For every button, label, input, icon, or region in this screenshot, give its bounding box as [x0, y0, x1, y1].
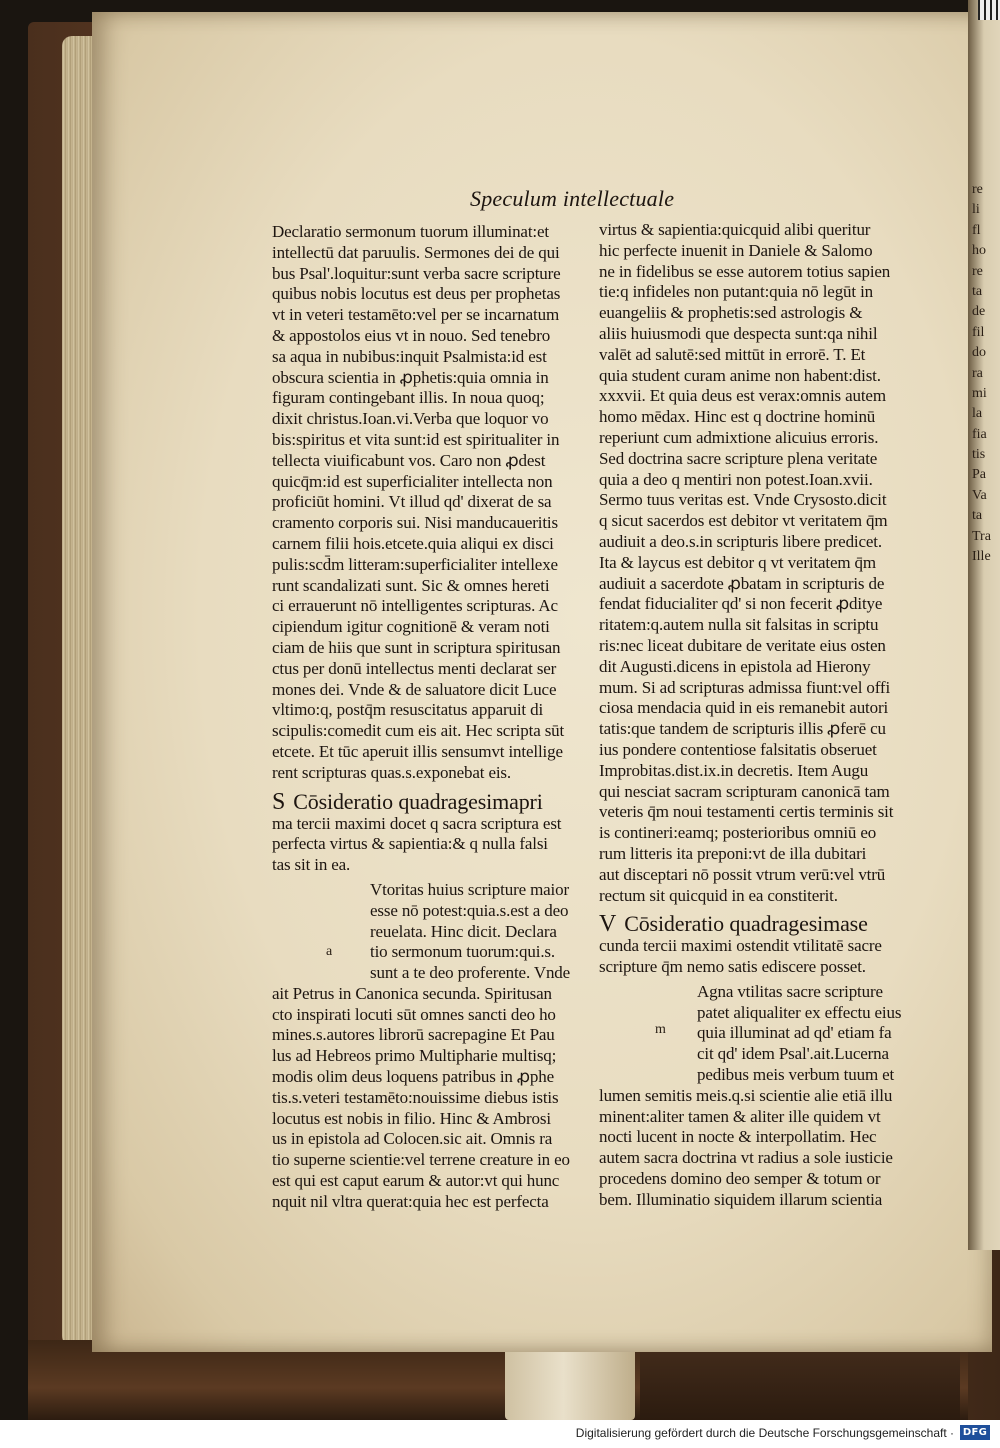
margin-fragment: fl — [972, 222, 981, 238]
right-indented-lines — [599, 982, 934, 1086]
text-line: rectum sit quicquid in ea constiterit. — [599, 885, 838, 905]
text-line: obscura scientia in ꝓphetis:quia omnia in — [272, 367, 549, 387]
text-line: procedens domino deo semper & totum or — [599, 1169, 881, 1189]
text-line: patet aliqualiter ex effectu eius — [697, 1002, 902, 1022]
text-line: figuram contingebant illis. In noua quoq; — [272, 388, 545, 408]
text-line: tellecta viuificabunt vos. Caro non ꝓdest — [272, 450, 546, 470]
text-line: sunt a te deo proferente. Vnde — [370, 963, 571, 983]
section-v-heading-text: Cōsideratio quadragesimase — [624, 911, 868, 937]
left-dropcap-block — [272, 880, 602, 984]
text-line: cipiendum igitur cognitionē & veram noti — [272, 617, 550, 637]
text-line: lus ad Hebreos primo Multipharie multisq; — [272, 1046, 557, 1066]
guide-letter: m — [655, 1021, 666, 1037]
text-line: q sicut sacerdos est debitor vt veritatem q̄m — [599, 511, 888, 531]
text-line: est qui est caput earum & autor:vt qui hunc — [272, 1171, 560, 1191]
text-line: perfecta virtus & sapientia:& q nulla falsi — [272, 834, 548, 854]
section-s-heading — [272, 790, 602, 814]
section-s — [272, 790, 602, 876]
text-line: xxxvii. Et quia deus est verax:omnis autem — [599, 386, 886, 406]
section-v — [599, 912, 934, 978]
section-s-lines — [272, 814, 602, 876]
text-line: proficiūt homini. Vt illud qd' dixerat de sa — [272, 492, 552, 512]
text-line: pedibus meis verbum tuum et — [697, 1065, 895, 1085]
left-column — [272, 222, 602, 1213]
margin-fragment: de — [972, 304, 986, 320]
text-line: euangeliis & prophetis:sed astrologis & — [599, 303, 863, 323]
facing-page-fragments — [972, 180, 1000, 567]
text-line: ciosa mendacia quid in eis remanebit autori — [599, 698, 889, 718]
text-line: etcete. Et tūc aperuit illis sensumvt intellige — [272, 741, 563, 761]
margin-fragment: ra — [972, 365, 983, 381]
text-line: tio superne scientie:vel terrene creature in eo — [272, 1150, 570, 1170]
text-line: Vtoritas huius scripture maior — [370, 879, 569, 899]
left-text-block-a — [272, 222, 602, 784]
right-dropcap-block — [599, 982, 934, 1086]
left-text-block-b — [272, 984, 602, 1213]
margin-fragment: tis — [972, 447, 986, 463]
margin-fragment: re — [972, 182, 983, 197]
text-line: aut disceptari nō possit vtrum verū:vel vtrū — [599, 864, 886, 884]
text-line: Ita & laycus est debitor q vt veritatem q̄m — [599, 552, 876, 572]
text-line: quia illuminat ad qd' etiam fa — [697, 1023, 892, 1043]
text-line: scipulis:comedit cum eis ait. Hec scripta sūt — [272, 721, 565, 741]
text-line: ris:nec liceat dubitare de veritate eius osten — [599, 635, 886, 655]
text-line: mum. Si ad scripturas admissa fiunt:vel offi — [599, 677, 891, 697]
text-line: cto inspirati locuti sūt omnes sancti deo ho — [272, 1004, 556, 1024]
text-line: dit Augusti.dicens in epistola ad Hierony — [599, 656, 871, 676]
text-line: locutus est nobis in filio. Hinc & Ambrosi — [272, 1108, 551, 1128]
text-line: intellectū dat paruulis. Sermones dei de qui — [272, 242, 560, 262]
text-line: rent scripturas quas.s.exponebat eis. — [272, 762, 511, 782]
text-line: cit qd' idem Psal'.ait.Lucerna — [697, 1044, 889, 1064]
text-line: pulis:scd̄m litteram:superficialiter intellexe — [272, 554, 558, 574]
text-line: veteris q̄m noui testamenti certis terminis sit — [599, 802, 894, 822]
right-text-block-a — [599, 220, 934, 906]
scale-ruler — [978, 0, 1000, 20]
text-line: quia a deo q mentiri non potest.Ioan.xvii. — [599, 469, 873, 489]
text-line: lumen semitis meis.q.si scientie alie etiā illu — [599, 1085, 893, 1105]
text-line: nocti lucent in nocte & interpollatim. Hec — [599, 1127, 877, 1147]
footer-credit: Digitalisierung gefördert durch die Deutsche Forschungsgemeinschaft · — [575, 1426, 954, 1440]
text-line: quibus nobis locutus est deus per prophetas — [272, 284, 561, 304]
margin-fragment: la — [972, 406, 983, 422]
text-line: valēt ad salutē:sed mittūt in errorē. T. Et — [599, 344, 866, 364]
text-line: quicq̄m:id est superficialiter intellecta non — [272, 471, 553, 491]
right-column — [599, 220, 934, 1211]
margin-fragment: do — [972, 345, 986, 361]
text-line: ci errauerunt nō intelligentes scripturas. Ac — [272, 596, 558, 616]
text-line: esse nō potest:quia.s.est a deo — [370, 900, 569, 920]
text-line: Agna vtilitas sacre scripture — [697, 981, 883, 1001]
text-line: tie:q infideles non putant:quia nō legūt in — [599, 282, 874, 302]
right-text-block-b — [599, 1086, 934, 1211]
text-line: virtus & sapientia:quicquid alibi queritur — [599, 220, 871, 239]
text-line: bus Psal'.loquitur:sunt verba sacre scripture — [272, 263, 561, 283]
left-indented-lines — [272, 880, 602, 984]
guide-letter: a — [326, 943, 333, 959]
margin-fragment: li — [972, 202, 980, 218]
margin-fragment: fil — [972, 324, 985, 340]
text-line: modis olim deus loquens patribus in ꝓphe — [272, 1067, 554, 1087]
text-line: Declaratio sermonum tuorum illuminat:et — [272, 222, 549, 241]
text-line: cramento corporis sui. Nisi manducaueritis — [272, 513, 558, 533]
text-line: qui nesciat sacram scripturam canonicā tam — [599, 781, 890, 801]
text-line: reuelata. Hinc dicit. Declara — [370, 921, 557, 941]
text-line: autem sacra doctrina vt radius a sole iusticie — [599, 1148, 893, 1168]
text-line: & appostolos eius vt in nouo. Sed tenebro — [272, 325, 551, 345]
text-line: aliis huiusmodi que despecta sunt:qa nihil — [599, 323, 878, 343]
text-line: audiuit a deo.s.in scripturis libere predicet. — [599, 531, 882, 551]
section-v-lines — [599, 936, 934, 978]
text-line: tis.s.veteri testamēto:nouissime diebus istis — [272, 1087, 559, 1107]
text-line: minent:aliter tamen & aliter ille quidem vt — [599, 1106, 881, 1126]
text-line: runt scandalizati sunt. Sic & omnes hereti — [272, 575, 550, 595]
text-line: Sed doctrina sacre scripture plena veritate — [599, 448, 878, 468]
margin-fragment: Tra — [972, 528, 991, 544]
margin-fragment: fia — [972, 426, 987, 442]
running-head: Speculum intellectuale — [470, 186, 675, 211]
margin-fragment: ta — [972, 283, 983, 299]
text-line: nquit nil vltra querat:quia hec est perfecta — [272, 1191, 549, 1211]
text-line: mones dei. Vnde & de saluatore dicit Luce — [272, 679, 557, 699]
margin-fragment: Ille — [972, 549, 991, 565]
margin-fragment: mi — [972, 385, 987, 401]
text-line: cunda tercii maximi ostendit vtilitatē sacre — [599, 936, 882, 956]
text-line: tatis:que tandem de scripturis illis ꝓferē cu — [599, 719, 886, 739]
text-line: rum litteris ita preponi:vt de illa dubitari — [599, 843, 867, 863]
text-line: Sermo tuus veritas est. Vnde Crysosto.dicit — [599, 490, 887, 510]
margin-fragment: re — [972, 263, 983, 279]
section-v-heading — [599, 912, 934, 936]
text-line: mines.s.autores librorū sacrepagine Et Pau — [272, 1025, 555, 1045]
text-line: ciam de hiis que sunt in scriptura spiritusan — [272, 637, 561, 657]
text-line: carnem filii hois.etcete.quia aliqui ex disci — [272, 533, 554, 553]
margin-fragment: ho — [972, 243, 986, 259]
section-s-heading-text: Cōsideratio quadragesimapri — [293, 788, 543, 814]
text-line: quia student curam anime non habent:dist. — [599, 365, 881, 385]
text-line: ma tercii maximi docet q sacra scriptura est — [272, 813, 562, 833]
text-line: ait Petrus in Canonica secunda. Spiritusan — [272, 983, 552, 1003]
section-v-initial: V — [599, 911, 617, 938]
text-line: ne in fidelibus se esse autorem totius sapien — [599, 261, 891, 281]
text-line: is contineri:eamq; posterioribus omniū eo — [599, 823, 877, 843]
text-line: sa aqua in nubibus:inquit Psalmista:id est — [272, 346, 547, 366]
text-line: bem. Illuminatio siquidem illarum scientia — [599, 1189, 883, 1209]
margin-fragment: Pa — [972, 467, 986, 483]
margin-fragment: ta — [972, 508, 983, 524]
dfg-logo: DFG — [960, 1425, 990, 1440]
text-line: ctus per donū intellectus menti declarat ser — [272, 658, 557, 678]
text-line: tio sermonum tuorum:qui.s. — [370, 942, 555, 962]
text-line: scripture q̄m nemo satis ediscere posset. — [599, 957, 866, 977]
text-line: ius pondere contentiose falsitatis obseruet — [599, 739, 877, 759]
text-line: us in epistola ad Colocen.sic ait. Omnis ra — [272, 1129, 553, 1149]
text-line: vltimo:q, postq̄m resuscitatus apparuit di — [272, 700, 544, 720]
text-line: fendat fiducialiter qd' si non fecerit ꝓditye — [599, 594, 883, 614]
margin-fragment: Va — [972, 487, 987, 503]
text-line: Improbitas.dist.ix.in decretis. Item Augu — [599, 760, 869, 780]
text-line: dixit christus.Ioan.vi.Verba que loquor vo — [272, 409, 549, 429]
text-line: bis:spiritus et vita sunt:id est spiritualiter in — [272, 429, 560, 449]
text-line: ritatem:q.autem nulla sit falsitas in scriptu — [599, 615, 879, 635]
text-line: vt in veteri testamēto:vel per se incarnatum — [272, 305, 560, 325]
text-line: reperiunt cum admixtione alicuius erroris. — [599, 427, 879, 447]
text-line: hic perfecte inuenit in Daniele & Salomo — [599, 240, 873, 260]
text-line: tas sit in ea. — [272, 855, 351, 875]
text-line: audiuit a sacerdote ꝓbatam in scripturis de — [599, 573, 885, 593]
text-line: homo mēdax. Hinc est q doctrine hominū — [599, 407, 876, 427]
section-s-initial: S — [272, 788, 286, 815]
